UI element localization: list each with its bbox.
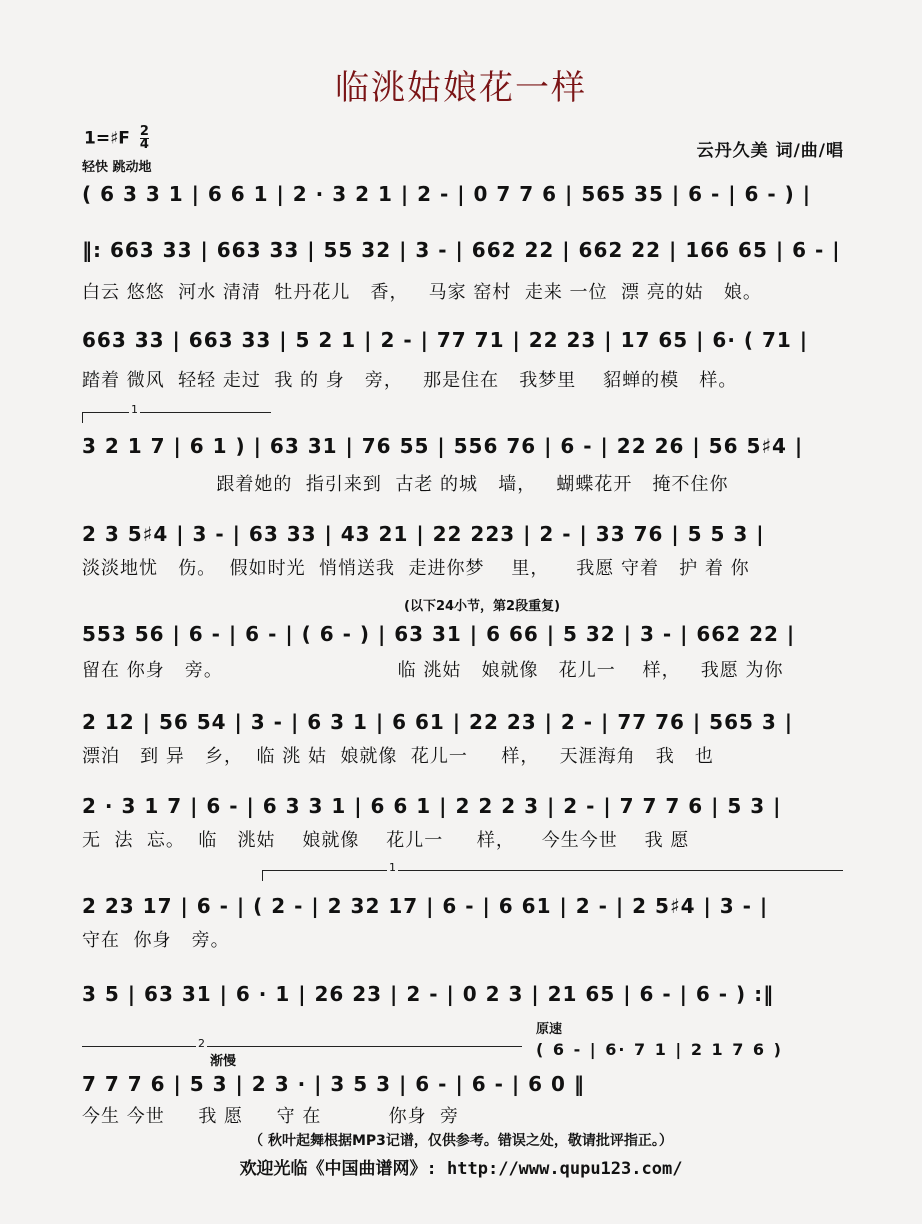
footer-site: 欢迎光临《中国曲谱网》: http://www.qupu123.com/ <box>239 1159 683 1179</box>
note-line: ( 6 3 3 1 | 6 6 1 | 2 · 3 2 1 | 2 - | 0 7 7 6 | 565 35 | 6 - | 6 - ) | <box>82 182 812 206</box>
lyric-line: 淡淡地忧 伤。 假如时光 悄悄送我 走进你梦 里， 我愿 守着 护 着 你 <box>82 558 750 579</box>
volta-number: 1 <box>389 861 396 874</box>
lyric-line: 白云 悠悠 河水 清清 牡丹花儿 香， 马家 窑村 走来 一位 漂 亮的姑 娘。 <box>82 282 762 303</box>
repeat-note: (以下24小节，第2段重复) <box>404 599 561 614</box>
time-numerator: 2 <box>139 124 149 139</box>
note-line: 7 7 7 6 | 5 3 | 2 3 · | 3 5 3 | 6 - | 6 - | 6 0 ‖ <box>82 1072 585 1096</box>
key-text: 1=♯F <box>84 128 130 149</box>
credit-line: 云丹久美 词/曲/唱 <box>696 141 844 161</box>
key-signature <box>84 126 149 151</box>
coda-notes: ( 6 - | 6· 7 1 | 2 1 7 6 ) <box>536 1040 783 1059</box>
volta-number: 2 <box>198 1037 205 1050</box>
note-line: 663 33 | 663 33 | 5 2 1 | 2 - | 77 71 | 22 23 | 17 65 | 6· ( 71 | <box>82 328 809 352</box>
volta-bracket-2 <box>82 1037 522 1057</box>
note-line: 3 5 | 63 31 | 6 · 1 | 26 23 | 2 - | 0 2 3 | 21 65 | 6 - | 6 - ) :‖ <box>82 982 775 1006</box>
lyric-line: 漂泊 到 异 乡， 临 洮 姑 娘就像 花儿一 样， 天涯海角 我 也 <box>82 746 714 767</box>
volta-bracket-1 <box>82 403 271 423</box>
lyric-line: 今生 今世 我 愿 守 在 你身 旁 <box>82 1106 460 1127</box>
lyric-line: 跟着她的 指引来到 古老 的城 墙， 蝴蝶花开 掩不住你 <box>82 474 729 495</box>
footer-note: （ 秋叶起舞根据MP3记谱，仅供参考。错误之处，敬请批评指正。） <box>249 1133 673 1149</box>
volta-number: 1 <box>131 403 138 416</box>
note-line: 2 23 17 | 6 - | ( 2 - | 2 32 17 | 6 - | 6 61 | 2 - | 2 5♯4 | 3 - | <box>82 894 769 918</box>
lyric-line: 踏着 微风 轻轻 走过 我 的 身 旁， 那是住在 我梦里 貂蝉的模 样。 <box>82 370 738 391</box>
volta-bracket-1-second <box>262 861 843 881</box>
page-title: 临洮姑娘花一样 <box>335 68 587 108</box>
note-line: 3 2 1 7 | 6 1 ) | 63 31 | 76 55 | 556 76 | 6 - | 22 26 | 56 5♯4 | <box>82 434 804 458</box>
note-line: 2 12 | 56 54 | 3 - | 6 3 1 | 6 61 | 22 23 | 2 - | 77 76 | 565 3 | <box>82 710 794 734</box>
tempo-slow: 渐慢 <box>210 1054 237 1069</box>
tempo-original: 原速 <box>536 1022 563 1037</box>
note-line: 2 3 5♯4 | 3 - | 63 33 | 43 21 | 22 223 | 2 - | 33 76 | 5 5 3 | <box>82 522 765 546</box>
note-line: 553 56 | 6 - | 6 - | ( 6 - ) | 63 31 | 6 66 | 5 32 | 3 - | 662 22 | <box>82 622 796 646</box>
tempo-marking: 轻快 跳动地 <box>82 160 152 175</box>
lyric-line: 留在 你身 旁。 临 洮姑 娘就像 花儿一 样， 我愿 为你 <box>82 660 784 681</box>
note-line: ‖: 663 33 | 663 33 | 55 32 | 3 - | 662 22 | 662 22 | 166 65 | 6 - | <box>82 238 841 262</box>
note-line: 2 · 3 1 7 | 6 - | 6 3 3 1 | 6 6 1 | 2 2 2 3 | 2 - | 7 7 7 6 | 5 3 | <box>82 794 782 818</box>
time-denominator: 4 <box>139 137 149 152</box>
time-signature <box>140 126 149 151</box>
lyric-line: 无 法 忘。 临 洮姑 娘就像 花儿一 样， 今生今世 我 愿 <box>82 830 690 851</box>
lyric-line: 守在 你身 旁。 <box>82 930 230 951</box>
